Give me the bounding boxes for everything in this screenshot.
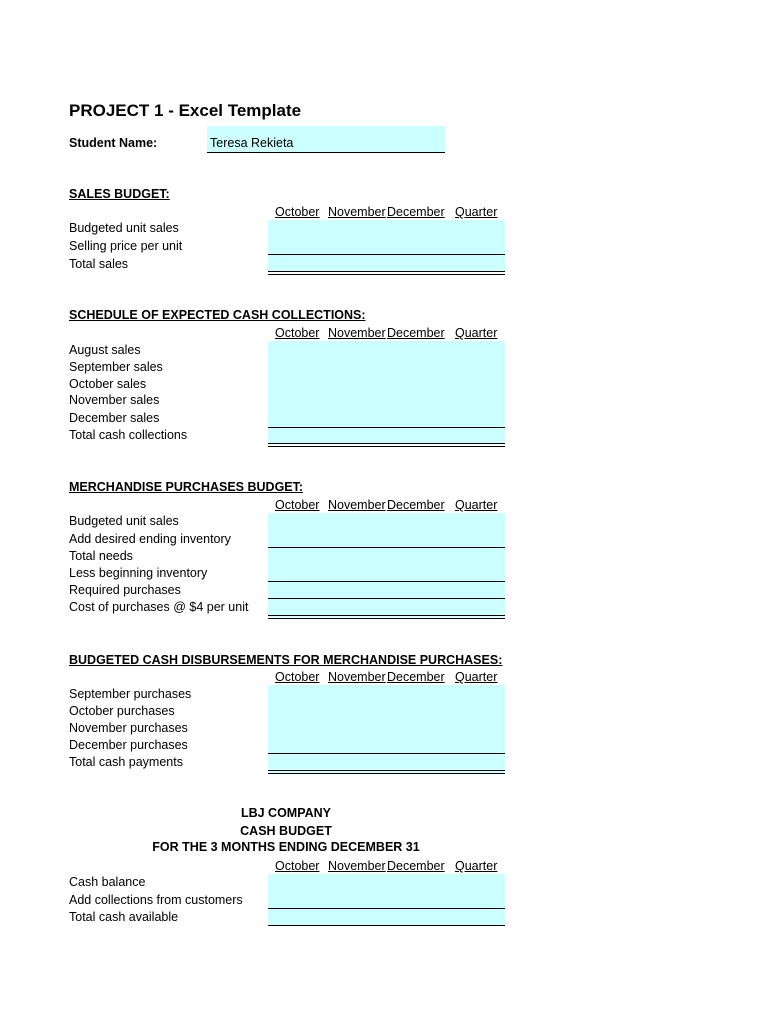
cash-budget-total-line — [268, 925, 505, 926]
disbursements-row-november: November purchases — [69, 721, 188, 735]
disbursements-total-double-line — [268, 770, 505, 774]
collections-row-august: August sales — [69, 343, 141, 357]
disbursements-row-september: September purchases — [69, 687, 192, 701]
collections-row-october: October sales — [69, 377, 147, 391]
sales-row-total-sales: Total sales — [69, 257, 129, 271]
collections-subtotal-line — [268, 427, 505, 428]
collections-row-total: Total cash collections — [69, 428, 188, 442]
disbursements-row-total: Total cash payments — [69, 755, 183, 769]
purchases-row-beginning-inventory: Less beginning inventory — [69, 566, 208, 580]
sales-col-quarter: Quarter — [455, 205, 498, 219]
cash-collections-title: SCHEDULE OF EXPECTED CASH COLLECTIONS: — [69, 308, 366, 322]
cash-budget-col-november: November — [328, 859, 386, 873]
cash-budget-col-quarter: Quarter — [455, 859, 498, 873]
disbursements-col-december: December — [387, 670, 445, 684]
sales-col-december: December — [387, 205, 445, 219]
sales-col-october: October — [275, 205, 320, 219]
disbursements-col-quarter: Quarter — [455, 670, 498, 684]
collections-row-november: November sales — [69, 393, 160, 407]
disbursements-row-october: October purchases — [69, 704, 175, 718]
cash-budget-row-collections: Add collections from customers — [69, 893, 243, 907]
disbursements-col-november: November — [328, 670, 386, 684]
purchases-col-october: October — [275, 498, 320, 512]
purchases-budget-title: MERCHANDISE PURCHASES BUDGET: — [69, 480, 304, 494]
disbursements-col-october: October — [275, 670, 320, 684]
purchases-total-double-line — [268, 615, 505, 619]
purchases-row-cost: Cost of purchases @ $4 per unit — [69, 600, 249, 614]
purchases-needs-line — [268, 547, 505, 548]
collections-col-quarter: Quarter — [455, 326, 498, 340]
sales-row-budgeted-unit-sales: Budgeted unit sales — [69, 221, 179, 235]
cash-budget-col-december: December — [387, 859, 445, 873]
student-name-field[interactable] — [207, 126, 445, 153]
purchases-input-area[interactable] — [268, 513, 505, 617]
purchases-required-line — [268, 581, 505, 582]
sales-total-double-line — [268, 271, 505, 275]
disbursements-title: BUDGETED CASH DISBURSEMENTS FOR MERCHANDISE PURCHASES: — [69, 653, 503, 667]
collections-total-double-line — [268, 443, 505, 447]
collections-col-december: December — [387, 326, 445, 340]
cash-budget-input-area[interactable] — [268, 874, 505, 925]
sales-row-selling-price: Selling price per unit — [69, 239, 183, 253]
cash-budget-subtotal-line — [268, 908, 505, 909]
purchases-col-december: December — [387, 498, 445, 512]
cash-budget-company: LBJ COMPANY — [240, 806, 332, 820]
collections-row-december: December sales — [69, 411, 160, 425]
collections-col-november: November — [328, 326, 386, 340]
sales-col-november: November — [328, 205, 386, 219]
cash-budget-name: CASH BUDGET — [240, 824, 332, 838]
disbursements-row-december: December purchases — [69, 738, 188, 752]
sales-input-area[interactable] — [268, 220, 505, 272]
purchases-col-quarter: Quarter — [455, 498, 498, 512]
cash-budget-row-total-available: Total cash available — [69, 910, 179, 924]
sales-budget-title: SALES BUDGET: — [69, 187, 170, 201]
disbursements-input-area[interactable] — [268, 685, 505, 773]
page-title: PROJECT 1 - Excel Template — [69, 101, 302, 120]
sales-subtotal-line — [268, 254, 505, 255]
cash-budget-col-october: October — [275, 859, 320, 873]
purchases-row-total-needs: Total needs — [69, 549, 133, 563]
purchases-row-ending-inventory: Add desired ending inventory — [69, 532, 231, 546]
purchases-row-required: Required purchases — [69, 583, 181, 597]
collections-col-october: October — [275, 326, 320, 340]
collections-row-september: September sales — [69, 360, 163, 374]
purchases-cost-line — [268, 598, 505, 599]
cash-budget-period: FOR THE 3 MONTHS ENDING DECEMBER 31 — [152, 840, 420, 854]
purchases-row-budgeted-unit-sales: Budgeted unit sales — [69, 514, 179, 528]
student-name-label: Student Name: — [69, 136, 158, 150]
collections-input-area[interactable] — [268, 341, 505, 444]
disbursements-subtotal-line — [268, 753, 505, 754]
purchases-col-november: November — [328, 498, 386, 512]
student-name-value: Teresa Rekieta — [210, 136, 294, 150]
cash-budget-row-balance: Cash balance — [69, 875, 146, 889]
